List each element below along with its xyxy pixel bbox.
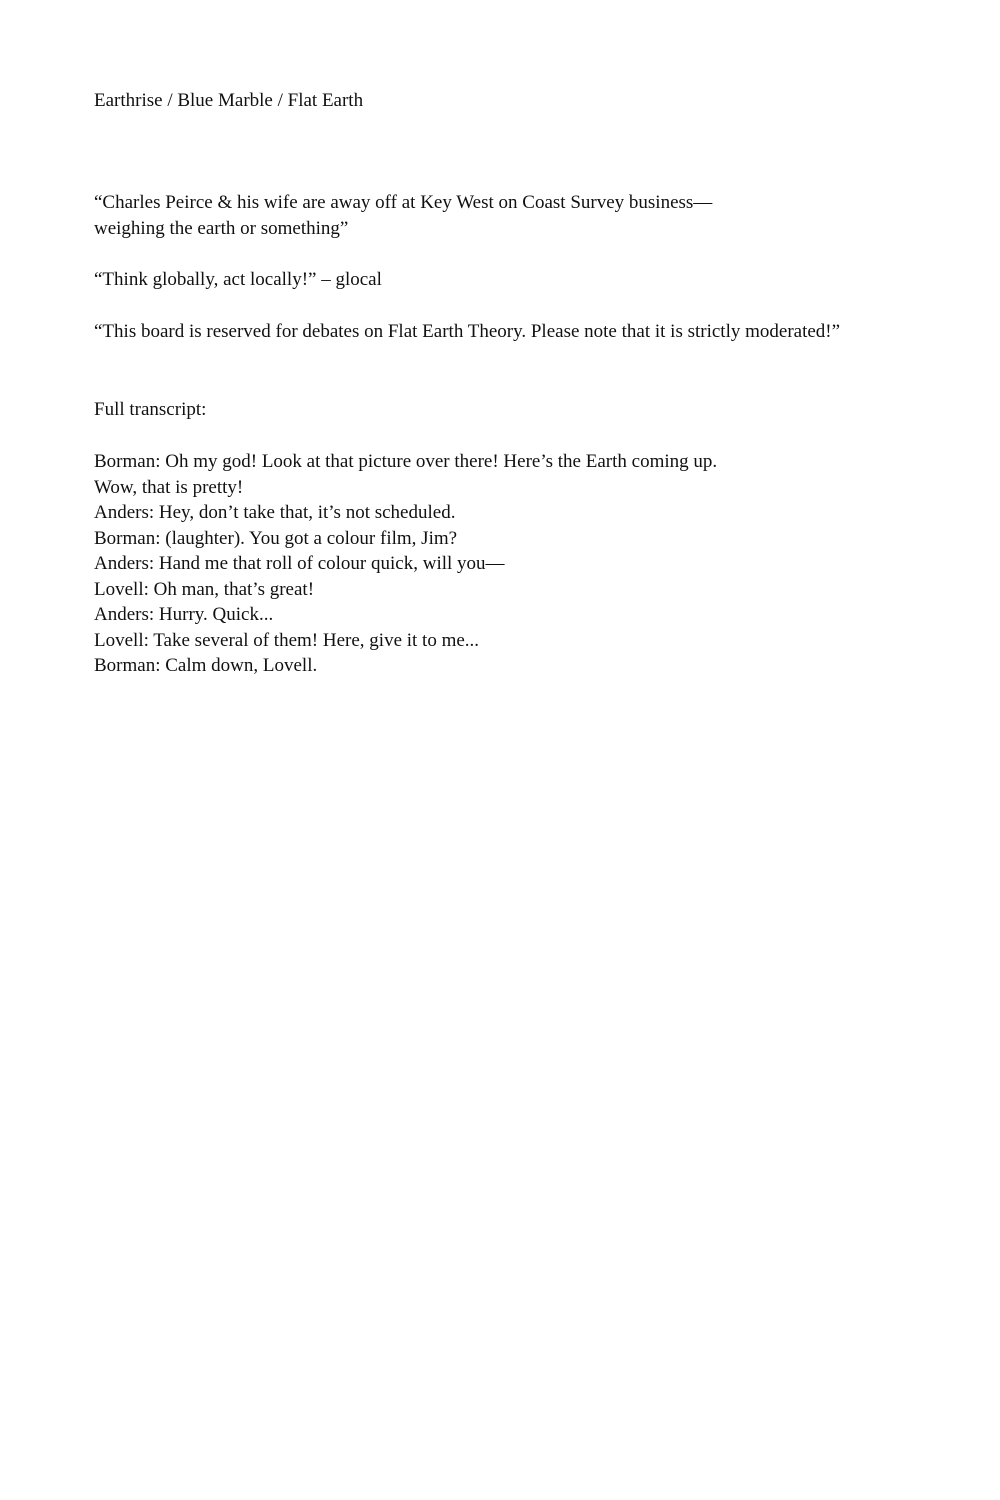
quote-flat-earth: “This board is reserved for debates on Flat Earth Theory. Please note that it is strictly moderated!”	[94, 321, 841, 342]
transcript-list	[94, 449, 717, 679]
transcript-line: Wow, that is pretty!	[94, 476, 244, 498]
document-title: Earthrise / Blue Marble / Flat Earth	[94, 90, 364, 111]
transcript-line: Anders: Hand me that roll of colour quick, will you—	[94, 553, 505, 574]
transcript-line: Borman: Calm down, Lovell.	[94, 655, 318, 676]
transcript-heading: Full transcript:	[94, 399, 207, 420]
transcript-line: Borman: Oh my god! Look at that picture over there! Here’s the Earth coming up.	[94, 451, 718, 472]
transcript-line: Anders: Hurry. Quick...	[94, 604, 274, 625]
transcript-line: Anders: Hey, don’t take that, it’s not scheduled.	[94, 502, 456, 523]
quote-glocal: “Think globally, act locally!” – glocal	[94, 269, 382, 290]
transcript-line: Borman: (laughter). You got a colour film, Jim?	[94, 527, 458, 549]
transcript-line: Lovell: Oh man, that’s great!	[94, 578, 315, 600]
quote-peirce-line-1: “Charles Peirce & his wife are away off at Key West on Coast Survey business—	[94, 192, 713, 213]
quote-peirce-line-2: weighing the earth or something”	[94, 218, 349, 239]
transcript-line: Lovell: Take several of them! Here, give it to me...	[94, 629, 480, 651]
